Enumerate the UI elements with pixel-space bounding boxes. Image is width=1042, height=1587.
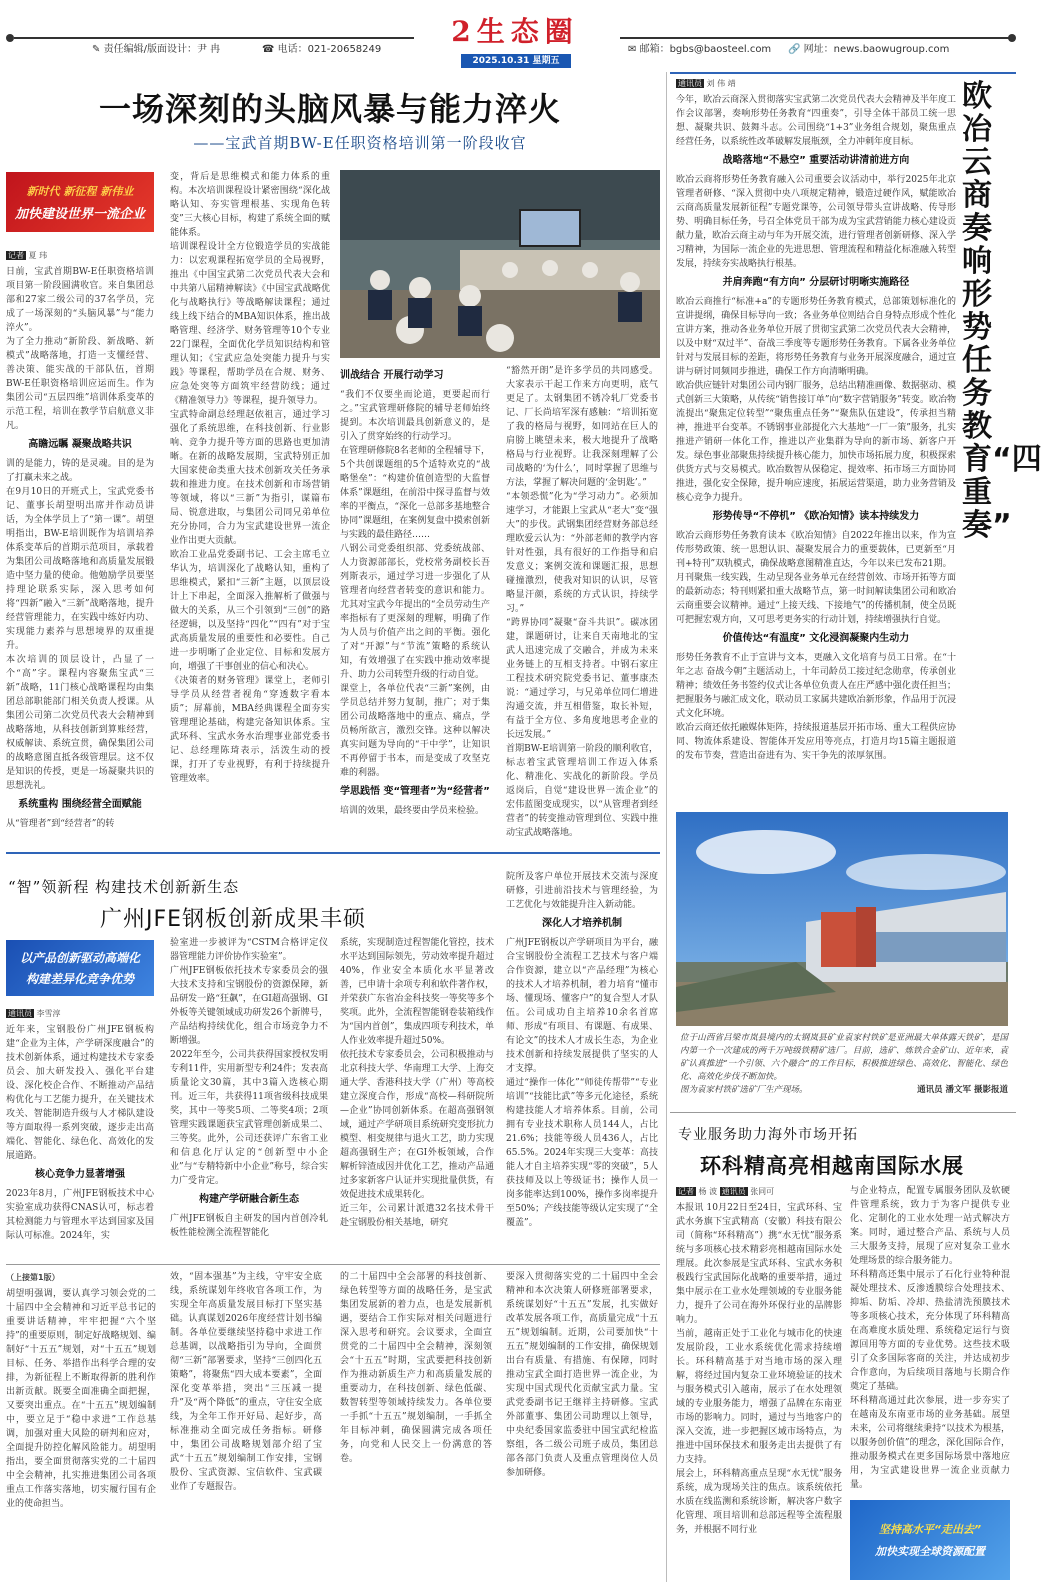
gz-c4-p1: 院所及客户单位开展技术交流与深度研修，引进前沿技术与管理经验，为工艺优化与效能提升注入新动能。 (506, 872, 658, 910)
huanke-c1-p2: 当前，越南正处于工业化与城市化的快速发展阶段，工业水系统优化需求持续增长。环科精高基于对当地市场的深入理解，将经过国内复杂工业环境验证的技术与服务模式引入越南，展示了在水处理领域的专业服务能力，增强了品牌在东南亚市场的影响力。同时，通过与当地客户的深入交流，进一步把握区域市场特点，为推进中国环保技术和服务走出去提供了有力支持。 (676, 1329, 842, 1465)
lead-column-1 (6, 248, 154, 842)
editor-info (92, 40, 220, 55)
right-top-rule (670, 72, 1016, 74)
lead-col4-p4: 首期BW-E培训第一阶段的顺利收官，标志着宝武管理培训工作迈入体系化、精准化、实战化的新阶段。学员返岗后，自觉“建设世界一流企业”的宏伟蓝图变成现实，以“从管理者到经营者”的转变推动管理到位、实践中推动宝武战略落地。 (506, 744, 658, 838)
phone-info (262, 40, 381, 55)
bottom-extra (676, 1584, 677, 1585)
website-info[interactable] (788, 40, 949, 55)
lead-col3-p3: 八钢公司党委组织部、党委统战部、人力资源部部长，党校常务副校长吾列斯表示，通过学习进一步强化了从管理者向经营者转变的意识和能力。尤其对宝武今年提出的“全员劳动生产率指标有了更深刻的理解，明确了作为人员与价值产出之间的平衡。强化了对“开源”与“节流”策略的系统认知，有效增强了在实践中推动效率提升、助力公司转型升级的行动自觉。 (340, 544, 490, 680)
header-rule-right (1008, 34, 1016, 42)
huanke-byline (676, 1186, 842, 1197)
lead-col4-p2: “本领恐慌”化为“学习动力”。必须加速学习，才能跟上宝武从“老大”变“强大”的步伐。武钢集团经营财务部总经理欧爱云认为：“外部老师的教学内容针对性强，具有很好的工作指导和启发意义；案例交流和课题汇报，思想碰撞激烈，使我对知识的认识，尽管略显汗颜，系统的方式认识，持续学习。” (506, 492, 658, 614)
lead-col4-p1: “豁然开朗”是许多学员的共同感受。大家表示干起工作来方向更明，底气更足了。太钢集团不锈冷轧厂党委书记、厂长尚培军深有感触：“培训拓宽了我的格局与视野，如同站在巨人的肩膀上眺望未来，极大地提升了战略格局与行业视野。让我深刻理解了公司战略的‘为什么’，同时掌握了思维与方法，掌握了解决问题的‘金钥匙’。” (506, 366, 658, 488)
lead-col2-p2: 培训课程设计全方位锻造学员的实战能力：以宏观课程拓宽学员的全局视野，推出《中国宝武第二次党员代表大会和中共第八届精神解读》《中国宝武战略优化与战略执行》等战略解读课程；通过线上线下结合的MBA知识体系，推出战略管理、经济学、财务管理等10个专业22门课程，全面优化学员知识结构和管理认知；《宝武应急处突能力提升与实践》等课程，帮助学员在合规、财务、应急处突等方面筑牢经营防线；通过《精准领导力》等课程，提升领导力。 (170, 242, 330, 406)
gz-c2-p3: 2022年至今，公司共获得国家授权发明专利11件，实用新型专利24件；发表高质量论文30篇，其中3篇入选核心期刊。近三年，共获得11项省级科技成果奖，其中一等奖5项、二等奖4项；2项管理实践课题获宝武管理创新成果二、三等奖。此外，公司还获评广东省工业和信息化厅认定的“创新型中小企业”与“专精特新中小企业”称号，综合实力广受肯定。 (170, 1050, 328, 1186)
mine-photo (676, 812, 1008, 1026)
bottom-column-4 (506, 1270, 658, 1582)
gz-banner (6, 940, 154, 996)
bottom-top-rule (6, 1264, 660, 1265)
email-text: 邮箱：bgbs@baosteel.com (639, 44, 772, 55)
huanke-c2-p2: 环科精高还集中展示了石化行业特种混凝处理技术、反渗透膜综合处理技术、抑垢、防垢、冷却、热盐清洗预膜技术等多项核心技术，充分体现了环科精高在高难度水质处理、系统稳定运行与资源回用等方面的专业优势。这些技术吸引了众多国际客商的关注，并达成初步合作意向，为后续项目落地与长期合作奠定了基础。 (850, 1270, 1010, 1392)
byline-tag-2: 通讯员 (721, 1187, 746, 1196)
link-icon: 🔗 (788, 44, 801, 55)
gz-c1-p1: 近年来，宝钢股份广州JFE钢板构建“企业为主体，产学研深度融合”的技术创新体系，通过构建技术专家委员会、加大研发投入、强化平台建设、深化校企合作、不断推动产品结构优化与工艺能力提升，在关键技术攻关、智能制造升级与人才梯队建设等方面取得一系列突破，逐步走出高端化、智能化、绿色化、高效化的发展道路。 (6, 1025, 154, 1161)
bottom-c3: 的二十届四中全会部署的科技创新、绿色转型等方面的战略任务，是宝武集团发展新的着力点，也是发展新机遇，要结合工作实际对相关问题进行深入思考和研究。会议要求，全面宣贯党的二十届四中全会精神，深刻领会“十五五”时期，宝武要把科技创新作为推动新质生产力和高质量发展的重要动力，在科技创新、绿色低碳、数智转型等领域持续发力。各单位要一手抓“十五五”规划编制，一手抓全年目标冲刺，确保圆满完成各项任务，向党和人民交上一份满意的答卷。 (340, 1272, 492, 1464)
byline-tag: 通讯员 (8, 1009, 32, 1018)
gz-c2-p1: 验室进一步被评为“CSTM合格评定仪器管理能力评价协作实验室”。 (170, 938, 328, 962)
byline-name: 夏 玮 (28, 251, 48, 260)
gz-banner-line2: 构建差异化竞争优势 (25, 972, 134, 986)
bottom-c1: 胡望明强调，要认真学习领会党的二十届四中全会精神和习近平总书记的重要讲话精神，牢牢把握“六个坚持”的重要原则，制定好战略规划、编制好“十五五”规划，对“十五五”规划目标、任务、举措作出科学合理的安排，为新征程上不断取得新的胜利作出新贡献。既要全面准确全面把握，又要突出重点。在“十五五”规划编制中，要立足于“稳中求进”工作总基调，加强对重大风险的研判和应对，全面提升防控化解风险能力。胡望明指出，要全面贯彻落实党的二十届四中全会精神，扎实推进集团公司各项重点工作落实落地，切实履行国有企业的使命担当。 (6, 1289, 156, 1509)
mine-photo-caption (680, 1032, 1008, 1104)
right-top-p5: 欧冶云商形势任务教育读本《欧冶知情》自2022年推出以来，作为宣传形势政策、统一思想认识、凝聚发展合力的重要载体，已更新至“月刊+特刊”双轨模式，确保战略意图精准直达，今年以来已发布21期。 (676, 531, 956, 569)
lead-col3-p2: 在管理研修院8名老师的全程辅导下，5个共创课题组的5个适特欢克的“战略堡垒”：“构建价值创造型的大监督体系”课题组，在前沿中探寻监督与效率的平衡点，“深化一总部多基地整合协同”课题组，在案例复盘中摸索创新与实践的最佳路径…… (340, 446, 490, 540)
gz-kicker: “智”领新程 构建技术创新新生态 (8, 878, 240, 896)
gz-column-2 (170, 936, 328, 1258)
gz-c4-sub: 深化人才培养机制 (542, 918, 622, 929)
bottom-tag: （上接第1版） (6, 1273, 60, 1282)
gz-c2-p4: 广州JFE钢板自主研发的国内首创冷轧板性能检测全流程智能化 (170, 1214, 328, 1238)
huanke-c2-p3: 环科精高通过此次参展，进一步夯实了在越南及东南亚市场的业务基础。展望未来，公司将继续秉持“以技术为根基，以服务创价值”的理念，深化国际合作，推动服务模式在更多国际场景中落地应用，为宝武建设世界一流企业贡献力量。 (850, 1396, 1010, 1490)
lead-bottom-rule (6, 852, 660, 854)
lead-column-2 (170, 170, 330, 842)
gz-column-3 (340, 936, 494, 1258)
right-top-headline: 欧冶云商奏响形势任务教育“四重奏” (962, 79, 1042, 543)
gz-c1-sub: 核心竞争力显著增强 (35, 1169, 125, 1180)
right-top-p8: 欧冶云商还依托融媒体矩阵，持续报道基层开拓市场、重大工程供应协同、物流体系建设、智能体开发应用等亮点，打造月均15篇主题报道的发布节奏，营造出奋进有为、实干争先的浓厚氛围。 (676, 723, 956, 761)
lead-col1-p1: 日前，宝武首期BW-E任职资格培训项目第一阶段圆满收官。来自集团总部和27家二级公司的37名学员，完成了一场深刻的“头脑风暴”与“能力淬火”。 (6, 267, 154, 333)
byline-name: 李雪淳 (36, 1009, 61, 1018)
lead-col1-sub1: 高瞻远瞩 凝聚战略共识 (28, 439, 132, 450)
byline-name-2: 张同可 (750, 1187, 775, 1196)
right-top-sub3: 形势传导“不停机” 《欧冶知情》读本持续发力 (712, 511, 920, 522)
email-info (628, 40, 771, 55)
gz-c4-p2: 广州JFE钢板以产学研项目为平台，融合宝钢股份全流程工艺技术与客户端合作资源，建立以“产品经理”为核心的技术人才培养机制，着力培育“懂市场、懂现场、懂客户”的复合型人才队伍。公司成功自主培养10余名首席师、形成“有项目、有课题、有成果、有论文”的技术人才成长生态，为企业技术创新和持续发展提供了坚实的人才支撑。 (506, 938, 658, 1074)
right-top-p6: 月刊聚焦一线实践，生动呈现各业务单元在经营创效、市场开拓等方面的最新动态；特刊则紧扣重大战略节点，第一时间解读集团公司和欧冶云商重要会议精神。通过“上接天线、下接地气”的传播机制，使全员既可把握宏观方向，又可思考更务实的行动计划，持续增强执行自觉。 (676, 573, 956, 625)
huanke-column-2 (850, 1184, 1010, 1496)
mine-caption-text: 位于山西省吕梁市岚县境内的太钢岚县矿业袁家村铁矿是亚洲最大单体露天铁矿，是国内第一个一次建成的两千万吨级铁精矿选厂。目前，选矿、炼铁合金矿山、近年来，袁矿认真推进“一个引领、六个融合”的工作目标，积极推进绿色、高效化、智能化、绿色化、高效化步伐不断加快。 (680, 1033, 1008, 1082)
lead-col3-sub1: 训战结合 开展行动学习 (340, 370, 444, 381)
huanke-top-rule (670, 1112, 1016, 1113)
lead-col2-p4: 欧冶工业品党委副书记、工会主席毛立华认为，培训深化了战略认知，重构了思维模式，紧扣“三新”主题，以顶层设计上下串起，全面深入推解析了做强与做大的关系，从三个引领到“三创”的路径逻辑，以及坚持“四化”“四有”对于宝武高质量发展的重要性和必要性。自己进一步明晰了企业定位、目标和发展方向，增强了干事创业的信心和决心。 (170, 550, 330, 672)
bottom-column-2 (170, 1270, 322, 1582)
right-top-p4: 欧冶供应链针对集团公司内钢厂服务，总结出精准画像、数据驱动、模式创新三大策略，从传统“销售接订单”向“数字营销服务”转变。欧冶物流提出“聚焦定位转型”“聚焦重点任务”“聚焦队伍建设”，传承担当精神，推进平台变革。不锈钢事业部提化六大基地“一厂一策”服务，扎实推进产销研一体化工作，推进以产业集群为导向的新市场、新客户开发。绿色事业部聚焦持续提升核心能力，加快市场拓展力度，积极探索供货方式与交易模式。欧冶数智从保稳定、提效率、拓市场三方面协同推进，强化安全保障，提升响应速度，拓展运营渠道，助力业务营销及核心竞争力提升。 (676, 381, 956, 503)
right-top-p1: 今年，欧冶云商深入贯彻落实宝武第二次党员代表大会精神及半年度工作会议部署，奏响形势任务教育“四重奏”，引导全体干部员工统一思想、凝聚共识、鼓舞斗志。公司围绕“1+3”业务组合规划，聚焦重点经营任务，以系统性改革破解发展瓶颈，全力冲刺年度目标。 (676, 95, 956, 147)
lead-column-4 (506, 364, 658, 842)
page-title: 2生态圈 (451, 15, 579, 48)
lead-col3-p4: 课堂上，各单位代表“三新”案例，由学员总结并努力复制，推广；对于集团公司战略落地中的重点、痛点，学员畅所欲言，激烈交锋。这种以解决真实问题为导向的“干中学”，让知识不再停留于书本，而是变成了攻坚克难的利器。 (340, 684, 490, 778)
huanke-c1-p3: 展会上，环科精高重点呈现“水无忧”服务系统，成为现场关注的焦点。该系统依托水质在线监测和系统诊断，解决客户数字化管理、项目培训和总部远程等全流程服务，并根据不同行业 (676, 1469, 842, 1535)
lead-banner (6, 172, 154, 232)
byline-tag: 记者 (8, 251, 24, 260)
mine-caption-prefix: 图为袁家村铁矿选矿厂生产现场。 (680, 1085, 808, 1095)
training-photo (340, 170, 660, 358)
pen-icon: ✎ (92, 44, 101, 55)
byline-tag: 通讯员 (678, 79, 702, 88)
bottom-c5-p1 (676, 1584, 677, 1585)
lead-col2-p3: 宝武特命副总经理赵依祖言，通过学习强化了系统思维，在科技创新、行业影响、竞争力提升等方面的思路也更加清晰。在新的战略发展期，宝武特别正加大国家使命类重大技术创新攻关任务承载和推进力度。在技术创新和市场营销等领域，将以“三新”为指引，谋篇布局、锐意进取，与集团公司同兄弟单位充分协同，合力为宝武建设世界一流企业作出更大贡献。 (170, 410, 330, 546)
gz-c2-p2: 广州JFE钢板依托技术专家委员会的强大技术支持和宝钢股份的资源保障，新品研发一路“狂飙”，在GI超高强钢、GI外板等关键领域成功研发26个新牌号，产品结构持续优化，组合市场竞争力不断增强。 (170, 966, 328, 1046)
right-top-byline (676, 78, 956, 89)
right-top-p7: 形势任务教育不止于宣讲与文本，更融入文化培育与员工日常。在“十年之志 奋战今朝”主题活动上，十年司龄员工接过纪念勋章，传承创业精神；绩效任务书签约仪式让各单位负责人在庄严感中强化责任担当；把握服务与融汇成文化，联动员工家属共建欧冶新形象，作品用于沉浸式文化环境。 (676, 653, 956, 719)
header-line-left (14, 37, 414, 39)
lead-col1-sub2: 系统重构 围绕经营全面赋能 (18, 799, 142, 810)
bottom-column-1 (6, 1270, 156, 1582)
right-top-sub1: 战略落地“不悬空” 重要活动讲清前进方向 (722, 155, 910, 166)
lead-col1-p4: 在9月10日的开班式上，宝武党委书记、董事长胡望明出席并作动员讲话，为全体学员上了“第一课”。胡望明指出，BW-E培训既作为培训培养体系变革后的首期示范项目，承载着为集团公司战略落地和高质量发展锻造中坚力量的使命。他勉励学员要坚持理论联系实际，深入思考如何将“四新”融入“三新”战略落地，提升经营管理能力，在实践中练好内功、实现能力素养与思想境界的双重提升。 (6, 487, 154, 651)
lead-column-3 (340, 364, 490, 842)
right-top-p3: 欧冶云商推行“标准+a”的专题形势任务教育模式，总部策划标准化的宣讲提纲，确保目标导向一致；各业务单位则结合自身特点形成个性化宣讲方案，推动各业务单位开展了贯彻宝武第二次党员代表大会精神，以及中财“双过半”、奋战三季度等专题形势任务教育。下属各业务单位针对与发展目标的差距，将形势任务教育与业务开展深度融合，通过宣讲与研讨同频同步推进，确保工作方向清晰明确。 (676, 297, 956, 377)
phone-text: 电话：021-20658249 (277, 44, 382, 55)
gz-c4-p3: 通过“操作一体化”“师徒传帮带”“专业培训”“技能比武”等多元化途径，系统构建技能人才培养体系。目前，公司拥有专业技术职称人员144人，占比21.6%；技能等级人员436人，占比65.5%。2024年实现三大变革：高技能人才自主培养实现“零的突破”，5人获技师及以上等级证书；操作人员一岗多能率达到100%，操作多岗率提升至50%；产线技能等级认定实现了“全覆盖”。 (506, 1078, 658, 1228)
huanke-banner-line2: 加快实现全球资源配置 (875, 1545, 985, 1558)
header-rule-left (6, 34, 14, 42)
bottom-column-3 (340, 1270, 492, 1582)
mine-photo-image (676, 812, 1008, 1026)
lead-col2-p5: 《决策者的财务管理》课堂上，老师引导学员从经营者视角“穿透数字看本质”；屏幕前，MBA经典课程全面夯实管理理论基础，构建完备知识体系。宝武环科、宝武水务水治理事业部党委书记、总经理陈琦表示，活泼生动的授课，打开了专业视野，有利于持续提升管理效率。 (170, 676, 330, 784)
huanke-kicker: 专业服务助力海外市场开拓 (678, 1127, 858, 1143)
gz-column-4 (506, 870, 658, 1258)
phone-icon: ☎ (262, 44, 275, 55)
bottom-c4: 要深入贯彻落实党的二十届四中全会精神和本次决策人研修班部署要求，系统谋划好“十五五”发展，扎实做好改革发展各项工作，高质量完成“十五五”规划编制。近期，公司要加快“十五五”规划编制的工作安排，确保规划出台有质量、有措施、有保障，同时推动宝武全面打造世界一流企业，为实现中国式现代化贡献宝武力量。宝武党委副书记王继祥主持研修。宝武外部董事、集团公司助理以上领导，中央纪委国家监委驻中国宝武纪检监察组，各二级公司班子成员，集团总部各部门负责人及重点管理岗位人员参加研修。 (506, 1272, 658, 1478)
huanke-c1-p1: 本报讯 10月22日至24日，宝武环科、宝武水务旗下宝武精高（安徽）科技有限公司（简称“环科精高”）携“水无忧”服务系统与多项核心技术精彩亮相越南国际水处理展。此次参展是宝武环科、宝武水务积极践行宝武国际化战略的重要举措，通过集中展示在工业水处理领域的专业服务能力，提升了公司在海外环保行业的品牌影响力。 (676, 1203, 842, 1325)
page-header (0, 0, 1024, 72)
lead-headline: 一场深刻的头脑风暴与能力淬火 (98, 90, 561, 128)
lead-byline (6, 250, 154, 261)
lead-col3-sub2: 学思践悟 变“管理者”为“经营者” (340, 786, 490, 797)
column-divider (666, 72, 667, 1582)
lead-col4-p3: “跨界协同”凝聚“奋斗共识”。碳冰团建，课题研讨，让来自天南地北的宝武人迅速完成了交融合，并成为未来业务链上的互相支持者。中钢石家庄工程技术研究院党委书记、董事康杰说：“通过学习，与兄弟单位同仁增进沟通交流，并互相借鉴，取长补短，有益于全方位、多角度地思考企业的长远发展。” (506, 618, 658, 740)
lead-col1-p3: 训的是能力，铸的是灵魂。目的是为了打赢未来之战。 (6, 459, 154, 483)
right-top-p2: 欧冶云商将形势任务教育融入公司重要会议活动中，举行2025年北京管理者研修、“深入贯彻中央八项规定精神，锻造过硬作风，赋能欧冶云商高质量发展新征程”专题党课等，公司领导带头宣讲战略、传导形势、明确目标任务，号召全体党员干部为成为宝武营销能力核心建设贡献力量，欧冶云商主动与年为开展交流，进行管理者创新研修、深入学习精神，为国际一流企业的先进思想、管理流程和精益化标准融入转型发展，持续夯实战略执行根基。 (676, 175, 956, 269)
lead-col1-p5: 本次培训的顶层设计，凸显了一个“高”字。课程内容聚焦宝武“三新”战略，11门核心战略课程均由集团总部职能部门相关负责人授课。从集团公司第二次党员代表大会精神到战略落地，从科技创新到算账经营，权威解读、系统宣贯，确保集团公司的战略意图直抵各级管理层。这不仅是知识的传授，更是一场凝聚共识的思想洗礼。 (6, 655, 154, 791)
website-link[interactable]: 网址：news.baowugroup.com (803, 44, 950, 55)
lead-col3-p5: 培训的效果，最终要由学员来检验。 (340, 806, 485, 816)
bottom-c2: 效，“固本强基”为主线，守牢安全底线，系统谋划年终收官各项工作，为实现全年高质量发展目标打下坚实基础。认真谋划2026年度经营计划书编制。各单位要继续坚持稳中求进工作总基调，以战略指引为导向，全面贯彻“三新”部署要求，坚持“三创四化五策略”，将聚焦“四大成本要素”，全面深化变革举措，突出“三压减一提升”及“两个降低”的重点，守住安全底线，为全年工作开好局、起好步，高标准推动全面完成任务指标。研修中，集团公司战略规划部介绍了宝武“十五五”规划编制工作安排，宝钢股份、宝武资源、宝信软件、宝武碳业作了专题报告。 (170, 1272, 322, 1492)
gz-byline (6, 1008, 154, 1019)
gz-c3-p1: 系统，实现制造过程智能化管控，技术水平达到国际领先，劳动效率提升超过40%，作业安全本质化水平显著改善，已申请十余项专利和软件著作权，并荣获广东省冶金科技奖一等奖等多个奖项。此外，全流程智能钢卷装箱线作为“国内首创”，集成四项专利技术，单人作业效率提升超过50%。 (340, 938, 494, 1046)
huanke-banner (850, 1500, 1010, 1580)
huanke-headline: 环科精高亮相越南国际水展 (700, 1153, 964, 1178)
editor-text: 责任编辑/版面设计：尹 冉 (103, 44, 221, 55)
byline-name: 刘 伟 靖 (706, 79, 736, 88)
huanke-c2-p1: 与企业特点，配置专属服务团队及软硬件管理系统，致力于为客户提供专业化、定制化的工业水处理一站式解决方案。同时，通过整合产品、系统与人员三大服务支持，展现了应对复杂工业水处理场景的综合服务能力。 (850, 1186, 1010, 1266)
right-top-body (676, 76, 956, 798)
banner-line1: 新时代 新征程 新伟业 (26, 184, 134, 198)
gz-headline: 广州JFE钢板创新成果丰硕 (100, 907, 367, 932)
right-top-sub4: 价值传达“有温度” 文化浸润凝聚内生动力 (722, 633, 910, 644)
huanke-column-1 (676, 1184, 842, 1580)
mine-photo-credit: 通讯员 潘文军 摄影报道 (917, 1085, 1008, 1095)
mail-icon: ✉ (628, 44, 637, 55)
gz-c3-p3: 近三年，公司累计派遣32名技术骨干赴宝钢股份相关基地，研究 (340, 1204, 494, 1228)
lead-col1-p2: 为了全力推动“新阶段、新战略、新模式”战略落地，打造一支懂经营、善决策、能实战的干部队伍，首期BW-E任职资格培训应运而生。作为集团公司“五层四维”培训体系变革的示范工程，培训在教学节启航意义非凡。 (6, 337, 154, 431)
lead-col2-p1: 变，背后是思维模式和能力体系的重构。本次培训课程设计紧密围绕“深化战略认知、夯实管理根基、实现角色转变”三大核心目标，构建了系统全面的赋能体系。 (170, 172, 330, 238)
gz-c1-p2: 2023年8月，广州JFE钢板技术中心实验室成功获得CNAS认可，标志着其检测能力与管理水平达到国家及国际认可标准。2024年，实 (6, 1189, 154, 1241)
lead-col3-p1: “我们不仅要坐而论道，更要起而行之。”宝武管理研修院的辅导老师始终提到。本次培训最具创新意义的，是引入了贯穿始终的行动学习。 (340, 390, 490, 442)
header-line-right (620, 37, 1010, 39)
huanke-banner-line1: 坚持高水平“走出去” (878, 1523, 982, 1536)
banner-line2: 加快建设世界一流企业 (14, 206, 145, 222)
gz-column-1 (6, 1006, 154, 1258)
gz-c2-sub: 构建产学研融合新生态 (199, 1194, 299, 1205)
gz-c3-p2: 依托技术专家委员会，公司积极推动与北京科技大学、华南理工大学、上海交通大学、香港科技大学（广州）等高校建立深度合作，形成“高校—科研院所—企业”协同创新体系。在超高强钢领域，通过产学研项目系统研究变形抗力模型、相变规律与退火工艺，助力实现超高强钢生产；在GI外板领域，合作解析锌渣成因并优化工艺，推动产品通过多家新客户认证并实现批量供货，有效促进技术成果转化。 (340, 1050, 494, 1200)
training-photo-image (340, 170, 660, 358)
byline-tag: 记者 (678, 1187, 694, 1196)
lead-subheadline: ——宝武首期BW-E任职资格培训第一阶段收官 (193, 134, 527, 152)
byline-name: 杨 波 (698, 1187, 718, 1196)
right-top-sub2: 并肩奔跑“有方向” 分层研讨明晰实施路径 (722, 277, 910, 288)
gz-banner-line1: 以产品创新驱动高端化 (19, 951, 140, 965)
lead-col1-p6: 从“管理者”到“经营者”的转 (6, 819, 115, 829)
issue-date: 2025.10.31 星期五 (461, 54, 571, 68)
